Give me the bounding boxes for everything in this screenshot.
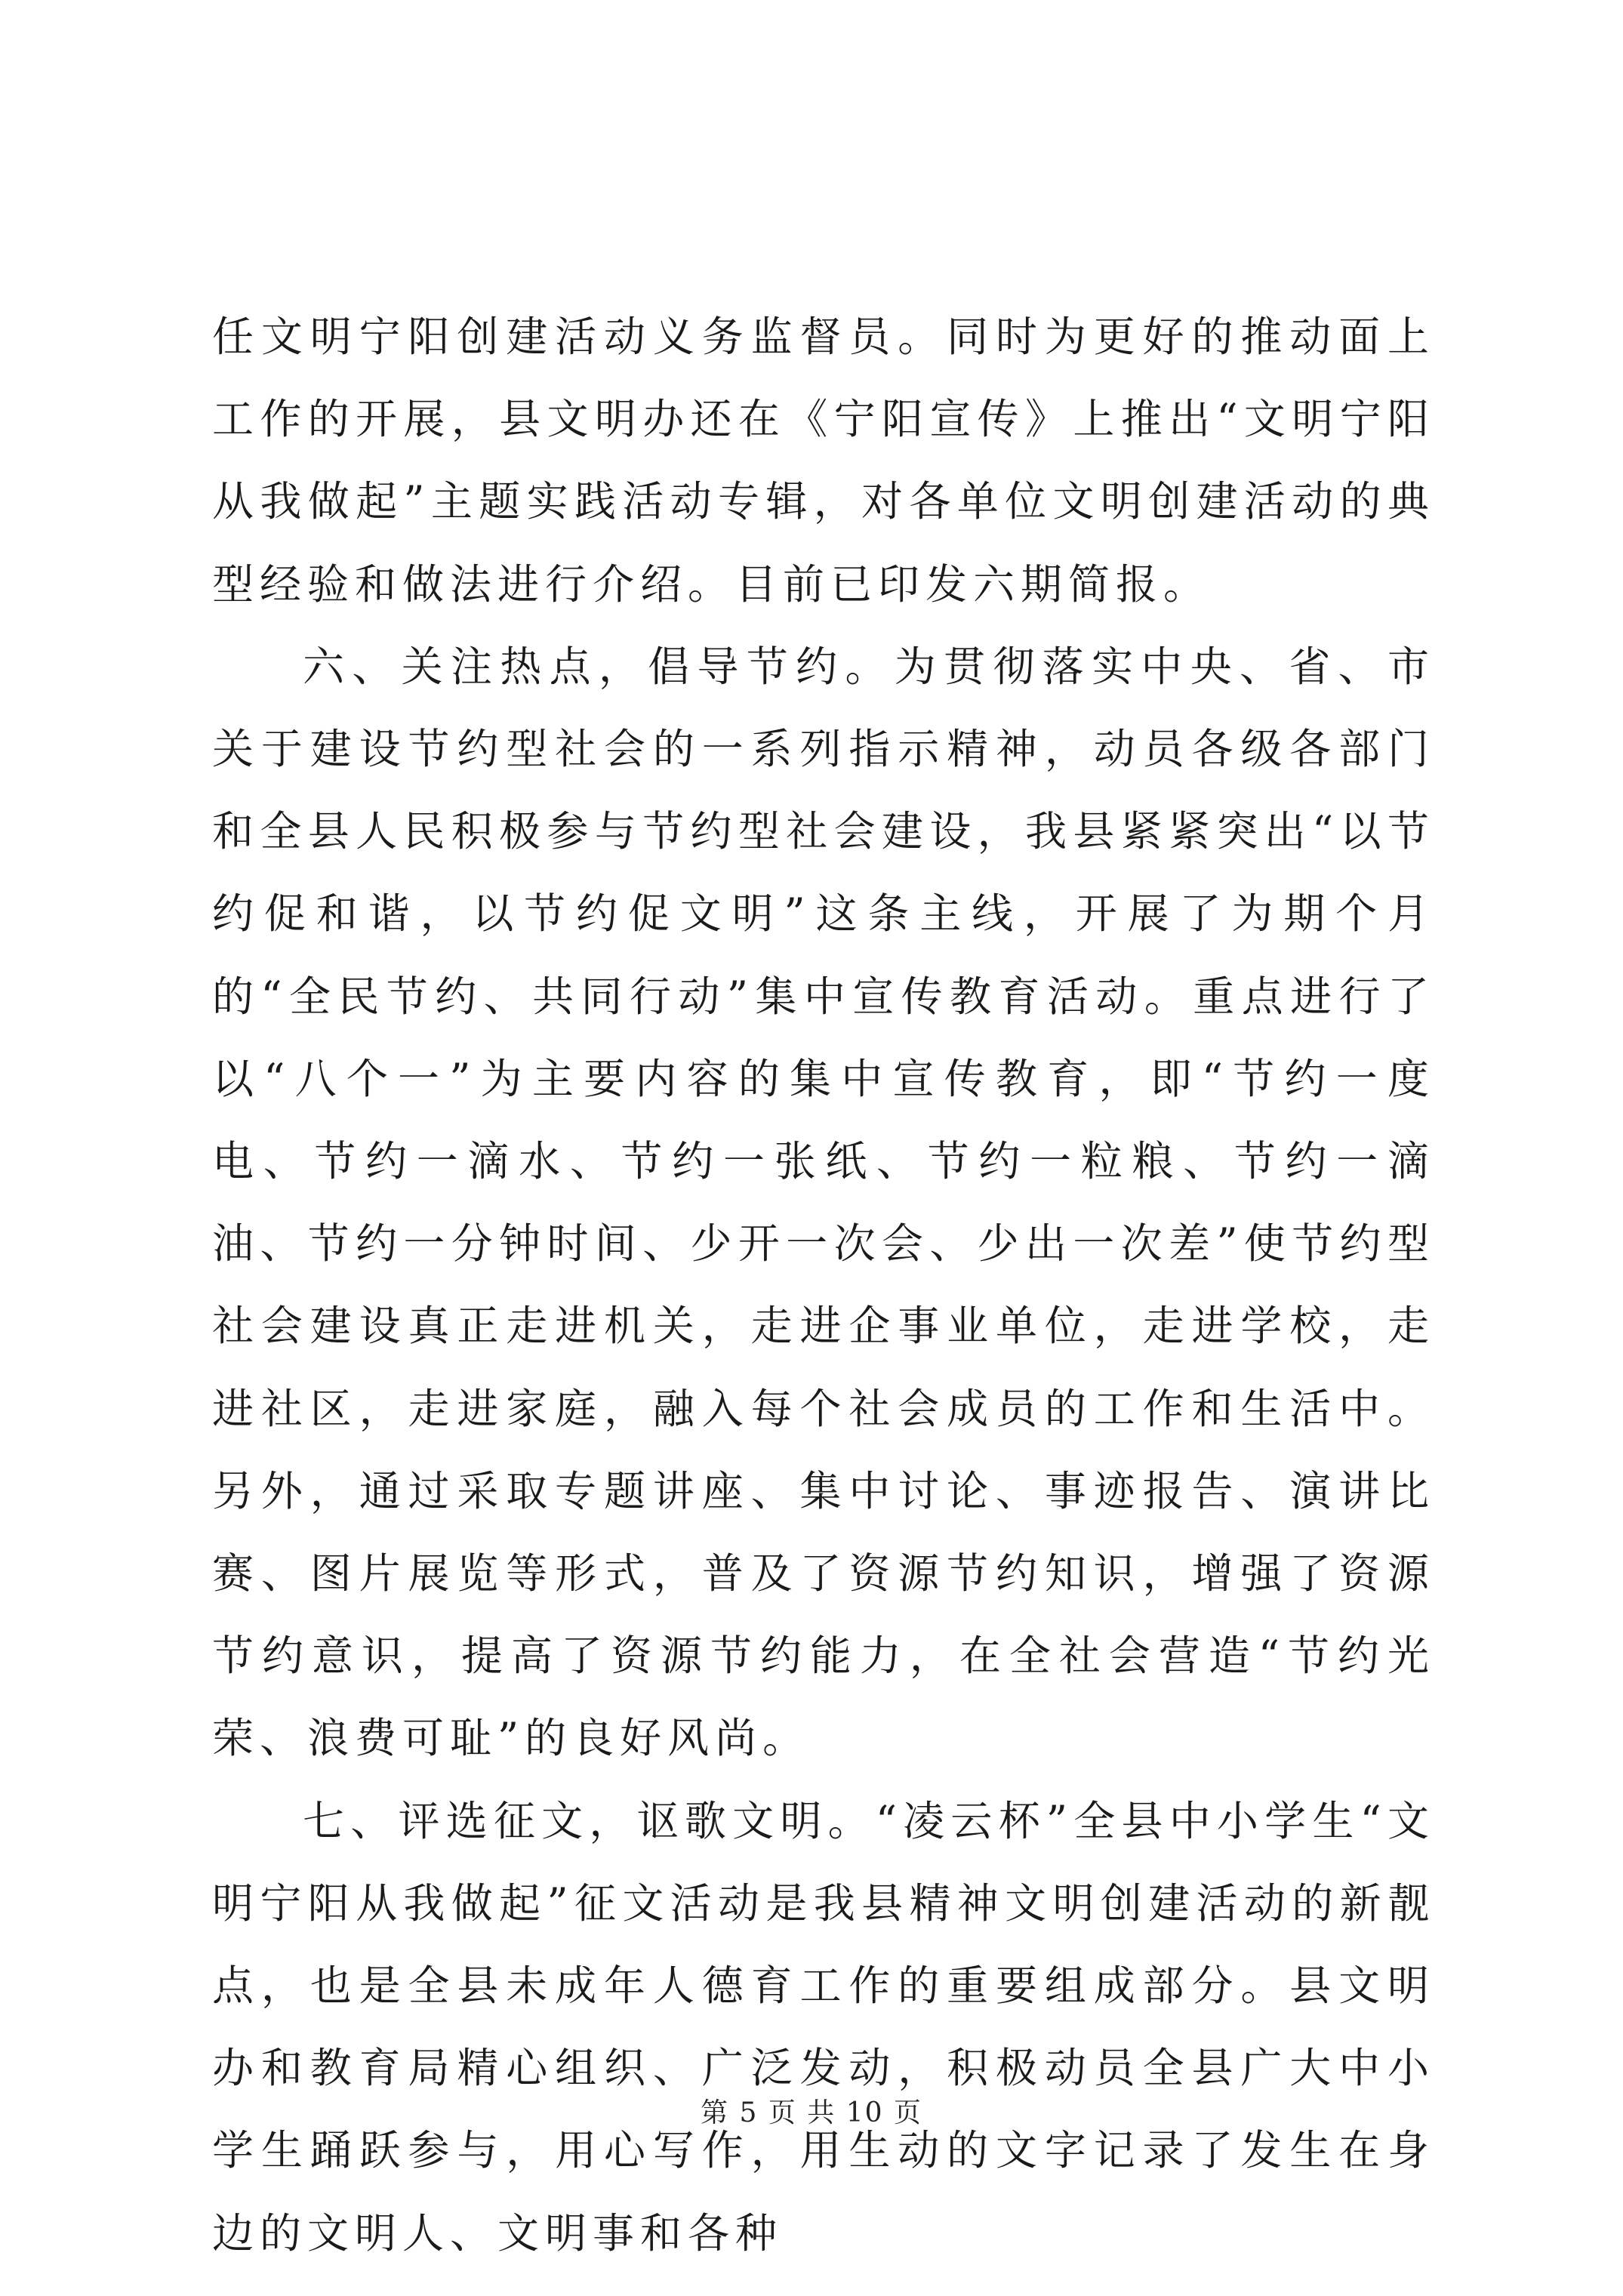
page-footer: 第 5 页 共 10 页 — [701, 2097, 922, 2128]
paragraph-1: 任文明宁阳创建活动义务监督员。同时为更好的推动面上工作的开展，县文明办还在《宁阳宣传》上推出“文明宁阳从我做起”主题实践活动专辑，对各单位文明创建活动的典型经验和做法进行介绍。目前已印发六期简报。 — [212, 313, 1435, 609]
body-text — [212, 296, 1435, 2275]
paragraph-2: 六、关注热点，倡导节约。为贯彻落实中央、省、市关于建设节约型社会的一系列指示精神，动员各级各部门和全县人民积极参与节约型社会建设，我县紧紧突出“以节约促和谐，以节约促文明”这条主线，开展了为期个月的“全民节约、共同行动”集中宣传教育活动。重点进行了以“八个一”为主要内容的集中宣传教育，即“节约一度电、节约一滴水、节约一张纸、节约一粒粮、节约一滴油、节约一分钟时间、少开一次会、少出一次差”使节约型社会建设真正走进机关，走进企事业单位，走进学校，走进社区，走进家庭，融入每个社会成员的工作和生活中。另外，通过采取专题讲座、集中讨论、事迹报告、演讲比赛、图片展览等形式，普及了资源节约知识，增强了资源节约意识，提高了资源节约能力，在全社会营造“节约光荣、浪费可耻”的良好风尚。 — [212, 642, 1435, 1763]
paragraph-3: 七、评选征文，讴歌文明。“凌云杯”全县中小学生“文明宁阳从我做起”征文活动是我县精神文明创建活动的新靓点，也是全县未成年人德育工作的重要组成部分。县文明办和教育局精心组织、广泛发动，积极动员全县广大中小学生踊跃参与，用心写作，用生动的文字记录了发生在身边的文明人、文明事和各种 — [212, 1796, 1435, 2257]
